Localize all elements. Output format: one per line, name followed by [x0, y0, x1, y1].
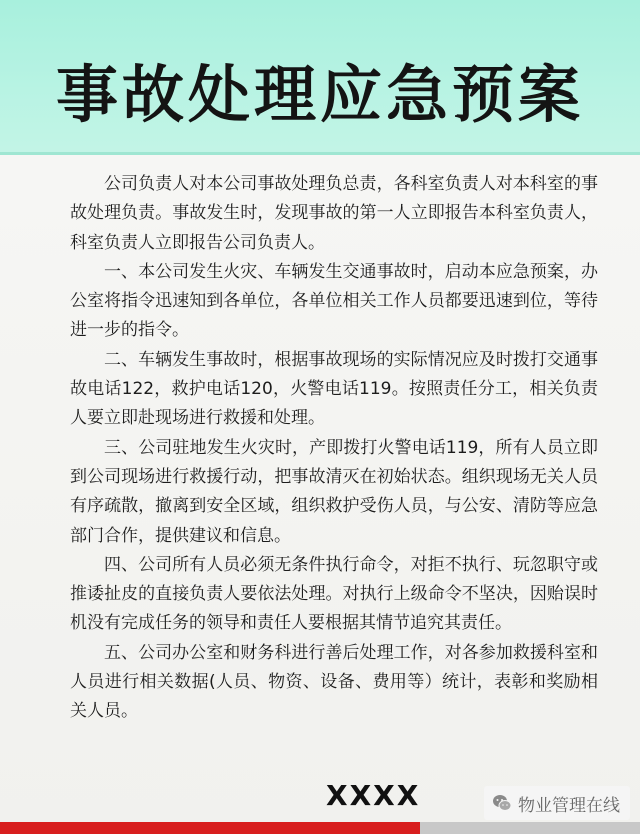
paragraph-2: 二、车辆发生事故时，根据事故现场的实际情况应及时拨打交通事故电话122，救护电话120，火警电话119。按照责任分工，相关负责人要立即赴现场进行救援和处理。: [70, 349, 598, 429]
page-title: 事故处理应急预案: [55, 58, 584, 131]
wechat-icon: [492, 793, 512, 813]
paragraph-5: 五、公司办公室和财务科进行善后处理工作，对各参加救援科室和人员进行相关数据(人员、物资、设备、费用等）统计，表彰和奖励相关人员。: [70, 642, 598, 722]
bottom-red-bar: [0, 822, 420, 834]
watermark-text: 物业管理在线: [518, 795, 620, 816]
source-watermark: [484, 786, 630, 820]
company-signature: XXXX: [326, 779, 421, 812]
paragraph-4: 四、公司所有人员必须无条件执行命令，对拒不执行、玩忽职守或推诿扯皮的直接负责人要依法处理。对执行上级命令不坚决，因贻误时机没有完成任务的领导和责任人要根据其情节追究其责任。: [70, 554, 598, 634]
paragraph-intro: 公司负责人对本公司事故处理负总责，各科室负责人对本科室的事故处理负责。事故发生时，发现事故的第一人立即报告本科室负责人，科室负责人立即报告公司负责人。: [70, 174, 598, 253]
plan-content: [70, 170, 598, 727]
paragraph-3: 三、公司驻地发生火灾时，产即拨打火警电话119，所有人员立即到公司现场进行救援行动，把事故清灭在初始状态。组织现场无关人员有序疏散，撤离到安全区域，组织救护受伤人员，与公安、清防等应急部门合作，提供建议和信息。: [70, 437, 598, 546]
paragraph-1: 一、本公司发生火灾、车辆发生交通事故时，启动本应急预案，办公室将指令迅速知到各单位，各单位相关工作人员都要迅速到位，等待进一步的指令。: [70, 261, 598, 341]
